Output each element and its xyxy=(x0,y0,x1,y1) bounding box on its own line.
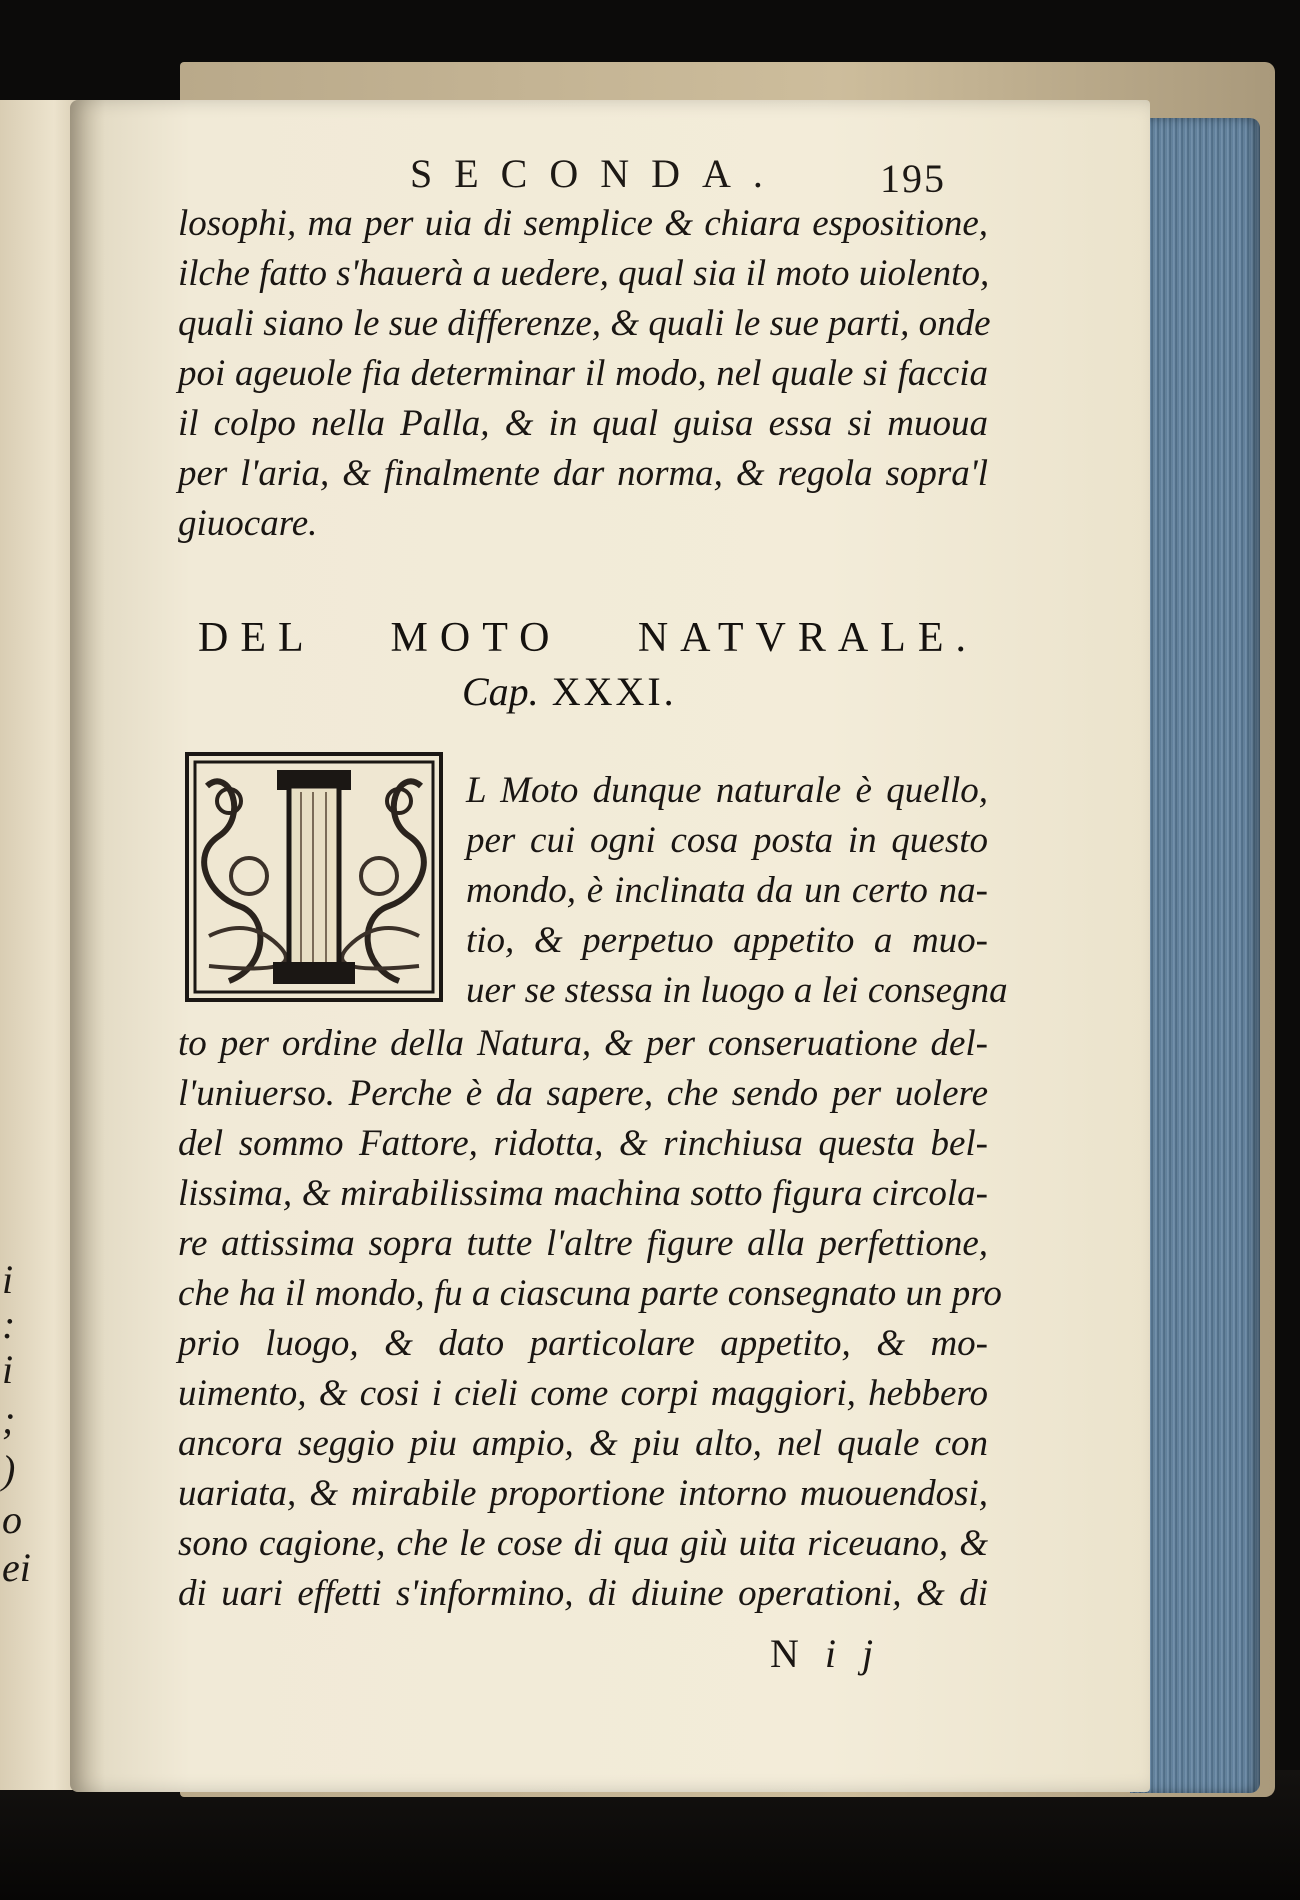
text-line: L Moto dunque naturale è quello, xyxy=(466,770,988,811)
left-page-fragment: ) xyxy=(2,1447,16,1492)
text-line: ilche fatto s'hauerà a uedere, qual sia il moto uiolento, xyxy=(178,253,990,294)
text-line: losophi, ma per uia di semplice & chiara espositione, xyxy=(178,203,988,244)
chapter-cap-word: Cap. xyxy=(462,669,539,714)
signature-letter: N xyxy=(770,1631,825,1676)
text-line: prio luogo, & dato particolare appetito, & mo- xyxy=(178,1323,988,1364)
text-line: uariata, & mirabile proportione intorno muouendosi, xyxy=(178,1473,988,1514)
decorated-initial-artwork xyxy=(189,756,439,998)
chapter-cap-number: XXXI. xyxy=(551,669,677,714)
text-line: di uari effetti s'informino, di diuine operationi, & di xyxy=(178,1573,988,1614)
text-line: l'uniuerso. Perche è da sapere, che sendo per uolere xyxy=(178,1073,988,1114)
text-line: che ha il mondo, fu a ciascuna parte consegnato un pro xyxy=(178,1273,1002,1314)
text-line: per l'aria, & finalmente dar norma, & regola sopra'l xyxy=(178,453,988,494)
left-page-fragment: i xyxy=(2,1257,14,1302)
text-line: re attissima sopra tutte l'altre figure alla perfettione, xyxy=(178,1223,988,1264)
text-line: mondo, è inclinata da un certo na- xyxy=(466,870,988,911)
chapter-title: DEL MOTO NATVRALE. xyxy=(198,615,978,661)
text-line: ancora seggio piu ampio, & piu alto, nel quale con xyxy=(178,1423,988,1464)
text-line: del sommo Fattore, ridotta, & rinchiusa questa bel- xyxy=(178,1123,988,1164)
text-line: il colpo nella Palla, & in qual guisa essa si muoua xyxy=(178,403,988,444)
text-line: tio, & perpetuo appetito a muo- xyxy=(466,920,988,961)
left-page-fragment: i xyxy=(2,1347,14,1392)
left-page-fragment: ei xyxy=(2,1545,31,1590)
running-head: SECONDA. xyxy=(410,151,785,196)
text-line: lissima, & mirabilissima machina sotto figura circola- xyxy=(178,1173,988,1214)
text-line: per cui ogni cosa posta in questo xyxy=(466,820,988,861)
text-line: giuocare. xyxy=(178,503,318,544)
left-page-fragment: : xyxy=(2,1302,16,1347)
signature-mark xyxy=(770,1630,899,1677)
text-line: poi ageuole fia determinar il modo, nel quale si faccia xyxy=(178,353,988,394)
decorated-initial-letter xyxy=(185,752,443,1002)
text-line: to per ordine della Natura, & per conseruatione del- xyxy=(178,1023,988,1064)
text-line: quali siano le sue differenze, & quali le sue parti, onde xyxy=(178,303,991,344)
left-page-fragment: ; xyxy=(2,1397,16,1442)
text-line: uer se stessa in luogo a lei consegna xyxy=(466,970,1008,1011)
chapter-number xyxy=(462,668,677,715)
text-line: uimento, & cosi i cieli come corpi maggiori, hebbero xyxy=(178,1373,988,1414)
text-line: sono cagione, che le cose di qua giù uita riceuano, & xyxy=(178,1523,988,1564)
signature-number: ij xyxy=(824,1631,900,1676)
left-page-fragment: o xyxy=(2,1497,22,1542)
page-number: 195 xyxy=(880,156,946,201)
